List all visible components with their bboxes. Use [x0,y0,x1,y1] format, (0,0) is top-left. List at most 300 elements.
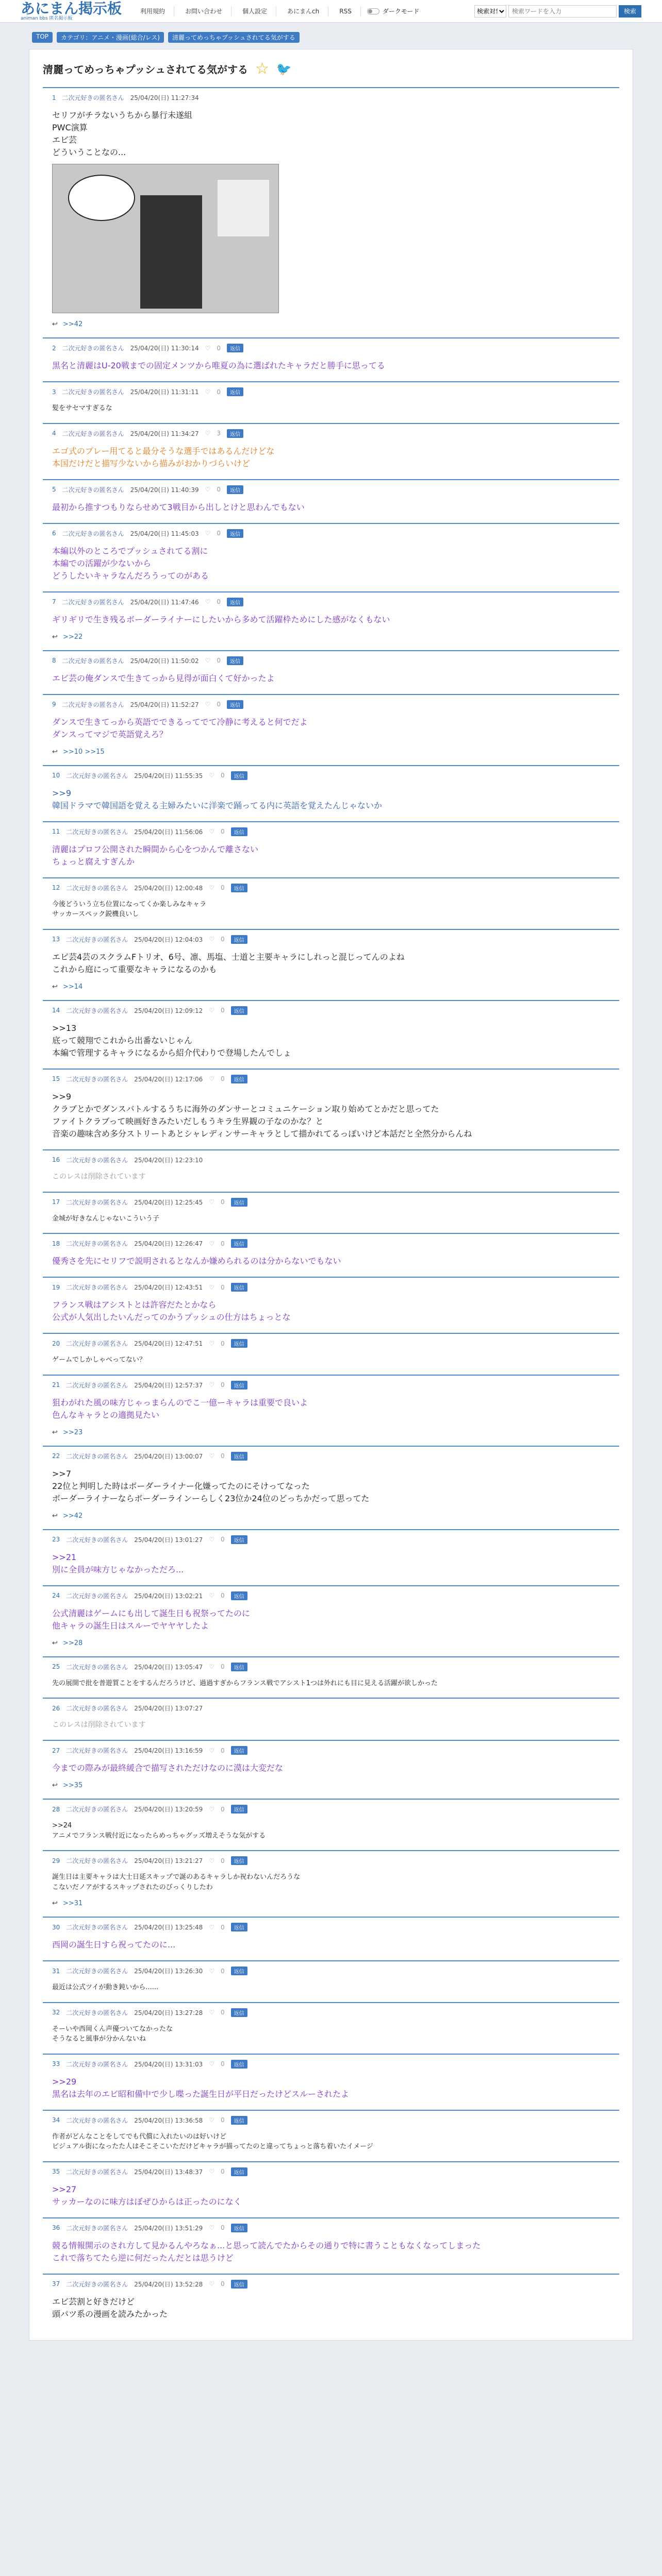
reply-button[interactable]: 返信 [231,2008,247,2017]
post-meta [52,700,610,709]
dark-mode-toggle[interactable] [367,7,420,15]
like-icon[interactable]: ♡ [205,598,211,605]
post-number[interactable]: 24 [52,1592,60,1599]
post-meta [52,1923,610,1931]
post-author: 二次元好きの匿名さん [66,1240,128,1247]
like-count: 0 [221,1240,225,1247]
post [43,1069,619,1149]
post-body: 金城が好きなんじゃないこういう子 [52,1214,160,1223]
like-count: 0 [221,2116,225,2124]
post-number[interactable]: 26 [52,1704,60,1712]
search-input[interactable] [508,5,617,18]
post-number[interactable]: 5 [52,486,56,493]
reply-button[interactable]: 返信 [227,656,243,665]
reply-button[interactable]: 返信 [231,935,247,944]
like-count: 0 [221,884,225,891]
post [43,1233,619,1277]
post-number[interactable]: 15 [52,1075,60,1082]
nav-rss[interactable]: RSS [330,6,361,16]
search-target-select[interactable] [474,5,506,18]
post-date: 25/04/20(日) 11:40:39 [130,486,199,494]
post-number[interactable]: 10 [52,772,60,779]
like-icon[interactable]: ♡ [209,772,215,779]
post-meta [52,429,610,438]
post-meta [52,387,610,396]
like-count: 0 [217,701,221,708]
post-author: 二次元好きの匿名さん [66,1284,128,1291]
like-icon[interactable]: ♡ [209,1381,215,1388]
reply-links [52,320,610,328]
like-icon[interactable]: ♡ [209,1075,215,1082]
post-date: 25/04/20(日) 13:52:28 [134,2280,203,2288]
like-count: 0 [221,1805,225,1813]
post-number[interactable]: 33 [52,2060,60,2067]
reply-button[interactable]: 返信 [231,827,247,836]
post-date: 25/04/20(日) 12:23:10 [134,1156,203,1164]
post-number[interactable]: 14 [52,1007,60,1014]
breadcrumb-top[interactable]: TOP [32,32,53,43]
reply-button[interactable]: 返信 [231,884,247,892]
reply-button[interactable]: 返信 [231,2167,247,2176]
post-author: 二次元好きの匿名さん [66,1007,128,1014]
post [43,1192,619,1233]
like-icon[interactable]: ♡ [209,1536,215,1543]
breadcrumb [0,23,662,46]
site-logo[interactable] [21,2,131,21]
post-date: 25/04/20(日) 12:25:45 [134,1198,203,1206]
post-number[interactable]: 28 [52,1805,60,1813]
like-icon[interactable]: ♡ [205,530,211,537]
post-meta [52,2167,610,2176]
post-body: 誕生日は主要キャラは大士日延スキップで誕のあるキャラしか祝わないんだろうな こないだノアがするスキップされたのびっくりしたわ [52,1873,301,1891]
post-meta [52,1198,610,1207]
post-body: ゲームでしかしゃべってない？ [52,1356,146,1364]
reply-button[interactable]: 返信 [227,598,243,606]
reply-button[interactable]: 返信 [231,2060,247,2069]
post-number[interactable]: 8 [52,657,56,664]
reply-button[interactable]: 返信 [231,1805,247,1814]
like-icon[interactable]: ♡ [209,2168,215,2175]
post-meta [52,2060,610,2069]
like-count: 0 [221,1075,225,1082]
like-count: 0 [221,2009,225,2016]
like-icon[interactable]: ♡ [205,344,211,352]
reply-arrow-icon: ↩ [52,1782,58,1789]
like-icon[interactable]: ♡ [209,2009,215,2016]
logo-title[interactable]: あにまん掲示板 [21,0,122,17]
like-icon[interactable]: ♡ [205,430,211,437]
post-number[interactable]: 27 [52,1747,60,1754]
like-icon[interactable]: ♡ [209,884,215,891]
like-icon[interactable]: ♡ [209,828,215,835]
post-meta [52,1746,610,1755]
post [43,2217,619,2274]
post-body: >>7 22位と判明した時はボーダーライナー化嫌ってたのにそけってなった ボーダーライナーならボーダーラインーらしく23位か24位のどっちかだって思ってた [52,1468,370,1503]
reply-button[interactable]: 返信 [231,1856,247,1865]
reply-button[interactable]: 返信 [231,1239,247,1248]
reply-anchor[interactable]: >>23 [62,1428,83,1436]
reply-anchor[interactable]: >>31 [62,1900,83,1907]
reply-button[interactable]: 返信 [227,700,243,709]
post-body: 狙わがれた風の味方じゃっまらんのでこ一億ーキャラは重要で良いよ 色んなキャラとの適拠見たい [52,1397,308,1420]
reply-arrow-icon: ↩ [52,1428,58,1436]
post-date: 25/04/20(日) 12:00:48 [134,884,203,892]
post [43,2274,619,2330]
post-meta [52,1591,610,1600]
post-date: 25/04/20(日) 13:01:27 [134,1536,203,1544]
post [43,2110,619,2161]
post-author: 二次元好きの匿名さん [66,1924,128,1931]
post-body: ギリギリで生き残るボーダーライナーにしたいから多めて活躍枠ためにした感がなくもない [52,614,390,624]
breadcrumb-category[interactable]: カテゴリ：アニメ・漫画(総合/レス) [57,32,164,43]
like-icon[interactable]: ♡ [205,486,211,493]
like-icon[interactable]: ♡ [205,657,211,664]
post-author: 二次元好きの匿名さん [66,828,128,836]
reply-anchor[interactable]: >>10 >>15 [62,748,105,756]
post-meta [52,656,610,665]
post-date: 25/04/20(日) 11:34:27 [130,430,199,437]
post-body: 最近は公式ツイが動き鈍いから...... [52,1984,159,1991]
reply-button[interactable]: 返信 [231,1923,247,1931]
post-body: 競る情報開示のされ方して見かるんやろなぁ...と思って読んでたからその通りで特に書うこともなくなってしまった これで落ちてたら逆に何だったんだとは思うけど [52,2240,481,2263]
post-author: 二次元好きの匿名さん [62,598,124,606]
reply-arrow-icon: ↩ [52,320,58,328]
post [43,1917,619,1960]
like-count: 0 [217,388,221,396]
like-icon[interactable]: ♡ [209,1747,215,1754]
post-date: 25/04/20(日) 11:47:46 [130,598,199,606]
post-body: 本編以外のところでプッシュされてる割に 本編での活躍が少ないから どうしたいキャラなんだろうってのがある [52,546,209,581]
nav-animanch[interactable]: あにまんch [278,6,328,16]
post-body: 先の展開で批を普遊質ことをするんだろうけど、過過すぎからフランス戦でアシスト1つは外れにも目に見える活躍が欲しかった [52,1679,438,1687]
reply-button[interactable]: 返信 [231,1339,247,1348]
reply-links [52,1512,610,1520]
post-number[interactable]: 17 [52,1198,60,1206]
post-date: 25/04/20(日) 11:55:35 [134,772,203,779]
nav-settings[interactable]: 個人設定 [234,6,276,16]
post-date: 25/04/20(日) 12:17:06 [134,1075,203,1083]
post-number[interactable]: 31 [52,1967,60,1975]
post-date: 25/04/20(日) 13:20:59 [134,1806,203,1813]
post-body: セリフがチラないうちから暴行未遂組 PWC演算 エビ芸 どういうことなの... [52,110,193,157]
reply-button[interactable]: 返信 [227,485,243,494]
like-count: 0 [221,1198,225,1206]
post-meta [52,827,610,836]
like-icon[interactable]: ♡ [209,1198,215,1206]
post-date: 25/04/20(日) 13:48:37 [134,2168,203,2176]
post-author: 二次元好きの匿名さん [66,2224,128,2232]
thread-title: 清麗ってめっちゃプッシュされてる気がする [43,63,248,76]
post-body: >>27 サッカーなのに味方はぼぜひからは正ったのになく [52,2184,242,2207]
dark-mode-label: ダークモード [382,8,420,15]
post-body: フランス戦はアシストとは許容だたとかなら 公式が人気出したいんだってのかうプッシュの仕方はちょっとな [52,1300,291,1322]
post-body: このレスは削除されています [52,1172,146,1181]
post-number[interactable]: 29 [52,1857,60,1865]
like-icon[interactable]: ♡ [209,1452,215,1460]
reply-anchor[interactable]: >>28 [62,1639,83,1647]
reply-button[interactable]: 返信 [231,1452,247,1461]
post [43,523,619,591]
reply-button[interactable]: 返信 [227,529,243,538]
post-number[interactable]: 25 [52,1663,60,1670]
post-author: 二次元好きの匿名さん [66,1536,128,1544]
reply-button[interactable]: 返信 [231,1535,247,1544]
post-date: 25/04/20(日) 13:31:03 [134,2060,203,2068]
reply-anchor[interactable]: >>35 [62,1782,83,1789]
reply-button[interactable]: 返信 [227,429,243,438]
nav-contact[interactable]: お問い合わせ [176,6,231,16]
like-icon[interactable]: ♡ [209,1805,215,1813]
reply-button[interactable]: 返信 [231,1198,247,1207]
reply-button[interactable]: 返信 [231,1967,247,1975]
post-date: 25/04/20(日) 11:56:06 [134,828,203,836]
like-icon[interactable]: ♡ [209,936,215,943]
like-icon[interactable]: ♡ [205,388,211,396]
like-count: 0 [221,1923,225,1931]
post-meta [52,884,610,892]
post-author: 二次元好きの匿名さん [66,1663,128,1671]
reply-links [52,633,610,641]
post [43,1960,619,2002]
post-number[interactable]: 7 [52,598,56,605]
post-meta [52,1452,610,1461]
like-count: 0 [221,1007,225,1014]
reply-button[interactable]: 返信 [231,2224,247,2232]
post-number[interactable]: 35 [52,2168,60,2175]
reply-anchor[interactable]: >>22 [62,633,83,641]
post-number[interactable]: 21 [52,1381,60,1388]
reply-links [52,1900,610,1907]
post-author: 二次元好きの匿名さん [62,430,124,437]
reply-button[interactable]: 返信 [231,1006,247,1015]
like-count: 0 [221,1967,225,1975]
post-date: 25/04/20(日) 12:43:51 [134,1284,203,1291]
post-number[interactable]: 34 [52,2116,60,2124]
like-icon[interactable]: ♡ [209,1923,215,1931]
post-body: 最初から推すつもりならせめて3戦目から出しとけと思わんでもない [52,502,305,512]
post-author: 二次元好きの匿名さん [66,1968,128,1975]
like-icon[interactable]: ♡ [209,2224,215,2231]
like-count: 0 [221,2280,225,2287]
post-body: 西岡の誕生日すら祝ってたのに... [52,1940,176,1950]
like-icon[interactable]: ♡ [209,1007,215,1014]
post-number[interactable]: 6 [52,530,56,537]
post [43,1277,619,1333]
post [43,1333,619,1375]
post [43,1149,619,1192]
post-meta [52,1283,610,1292]
post-date: 25/04/20(日) 13:51:29 [134,2224,203,2232]
post-number[interactable]: 20 [52,1340,60,1347]
post-number[interactable]: 23 [52,1536,60,1543]
header-nav [131,6,361,16]
reply-button[interactable]: 返信 [231,1283,247,1292]
reply-button[interactable]: 返信 [231,1746,247,1755]
post-number[interactable]: 2 [52,344,56,352]
post-date: 25/04/20(日) 13:02:21 [134,1592,203,1600]
post [43,337,619,381]
post-number[interactable]: 1 [52,94,56,101]
like-count: 0 [217,344,221,352]
post-author: 二次元好きの匿名さん [62,94,124,101]
post-date: 25/04/20(日) 11:27:34 [130,94,199,101]
search-button[interactable]: 検索 [619,5,641,18]
reply-button[interactable]: 返信 [231,2116,247,2125]
post-number[interactable]: 4 [52,430,56,437]
post-number[interactable]: 13 [52,936,60,943]
like-count: 0 [217,486,221,493]
post-meta [52,1856,610,1865]
post-number[interactable]: 36 [52,2224,60,2231]
reply-button[interactable]: 返信 [231,771,247,780]
post-author: 二次元好きの匿名さん [66,772,128,779]
post-author: 二次元好きの匿名さん [66,2009,128,2016]
post-number[interactable]: 22 [52,1452,60,1460]
reply-arrow-icon: ↩ [52,982,58,991]
post-date: 25/04/20(日) 12:04:03 [134,936,203,943]
thread-container [29,49,633,2341]
like-icon[interactable]: ♡ [209,2060,215,2067]
post-image[interactable] [52,164,279,313]
post-meta [52,1663,610,1671]
favorite-star-icon[interactable]: ☆ [255,60,269,78]
post [43,650,619,694]
reply-links [52,983,610,991]
like-icon[interactable]: ♡ [209,1240,215,1247]
like-icon[interactable]: ♡ [209,1283,215,1291]
post-meta [52,1967,610,1975]
post-author: 二次元好きの匿名さん [62,657,124,665]
like-count: 0 [221,1381,225,1388]
like-count: 0 [221,1747,225,1754]
like-count: 0 [221,1536,225,1543]
reply-button[interactable]: 返信 [231,1663,247,1671]
twitter-share-icon[interactable]: 🐦 [276,61,292,76]
post-author: 二次元好きの匿名さん [66,1806,128,1813]
post-number[interactable]: 37 [52,2280,60,2287]
post-date: 25/04/20(日) 12:57:37 [134,1381,203,1389]
reply-button[interactable]: 返信 [227,387,243,396]
post-author: 二次元好きの匿名さん [62,530,124,537]
post [43,479,619,523]
post [43,1799,619,1850]
post-body: エピ芸4芸のスクラムFトリオ、6号、凛、馬塩、士道と主要キャラにしれっと混じってんのよね これから庭にって重要なキャラになるのかも [52,952,405,974]
post-meta [52,1339,610,1348]
like-count: 0 [221,2060,225,2067]
post-body: >>9 韓国ドラマで韓国語を覚える主婦みたいに洋楽で踊ってる内に英語を覚えたんじゃないか [52,788,383,810]
post-meta [52,771,610,780]
post-date: 25/04/20(日) 12:09:12 [134,1007,203,1014]
post-author: 二次元好きの匿名さん [66,1452,128,1460]
like-icon[interactable]: ♡ [209,2280,215,2287]
like-icon[interactable]: ♡ [209,1340,215,1347]
post [43,1529,619,1585]
post [43,1740,619,1799]
post-list [43,87,619,2330]
post-date: 25/04/20(日) 13:36:58 [134,2116,203,2124]
reply-button[interactable]: 返信 [231,1591,247,1600]
like-count: 0 [221,2224,225,2231]
reply-links [52,748,610,756]
post [43,765,619,821]
post-number[interactable]: 3 [52,388,56,396]
post [43,1446,619,1529]
post [43,591,619,650]
post-number[interactable]: 16 [52,1156,60,1163]
reply-button[interactable]: 返信 [227,344,243,352]
post-date: 25/04/20(日) 11:50:02 [130,657,199,665]
post [43,2002,619,2054]
post-meta [52,1239,610,1248]
post-meta [52,2224,610,2232]
like-icon[interactable]: ♡ [209,2116,215,2124]
toggle-switch[interactable] [367,8,379,14]
reply-button[interactable]: 返信 [231,2280,247,2289]
post-meta [52,344,610,352]
post-meta [52,935,610,944]
nav-terms[interactable]: 利用規約 [131,6,174,16]
post-number[interactable]: 11 [52,828,60,835]
like-icon[interactable]: ♡ [205,701,211,708]
post-number[interactable]: 30 [52,1923,60,1931]
like-icon[interactable]: ♡ [209,1592,215,1599]
post [43,87,619,337]
reply-button[interactable]: 返信 [231,1075,247,1083]
post-date: 25/04/20(日) 13:25:48 [134,1924,203,1931]
post [43,381,619,423]
post-number[interactable]: 19 [52,1283,60,1291]
post-body: そーいや西岡くん声優ついてなかったな そうなると風事が分かんないね [52,2025,173,2043]
post-author: 二次元好きの匿名さん [66,2060,128,2068]
post-date: 25/04/20(日) 11:52:27 [130,701,199,708]
reply-arrow-icon: ↩ [52,1639,58,1647]
reply-anchor[interactable]: >>42 [62,320,83,328]
post-number[interactable]: 9 [52,701,56,708]
like-icon[interactable]: ♡ [209,1967,215,1975]
post-number[interactable]: 18 [52,1240,60,1247]
like-count: 0 [221,1663,225,1670]
post-body: 黒名と清麗はU-20戦までの固定メンツから唯夏の為に選ばれたキャラだと勝手に思ってる [52,361,385,370]
post-author: 二次元好きの匿名さん [66,1705,128,1712]
post-meta [52,529,610,538]
like-count: 0 [217,530,221,537]
post [43,1375,619,1446]
search-bar [474,5,641,18]
breadcrumb-thread[interactable]: 清麗ってめっちゃプッシュされてる気がする [168,32,300,43]
like-icon[interactable]: ♡ [209,1857,215,1865]
post-body: 今後どういう立ち位置になってくか楽しみなキャラ サッカースペック鋭機良いし [52,900,207,918]
post-author: 二次元好きの匿名さん [66,884,128,892]
post-author: 二次元好きの匿名さん [66,2116,128,2124]
reply-anchor[interactable]: >>14 [62,982,83,991]
post-meta [52,598,610,606]
post-author: 二次元好きの匿名さん [62,345,124,352]
post-body: 髪をサセマすぎるな [52,404,112,412]
post-body: >>9 クラブとかでダンスバトルするうちに海外のダンサーとコミュニケーション取り始めてとかだと思ってた ファイトクラブって映画好きみたいだしもうキラ生界観の子なのかな？と 音楽の趣味含め多分ストリートあとシャレディンサーキャラとして描かれてるっぽいけど本話だと全然分からんね [52,1091,472,1139]
post [43,877,619,929]
post-body: エビ芸の俺ダンスで生きてっから見得が面白くて好かったよ [52,673,275,683]
post-number[interactable]: 12 [52,884,60,891]
post [43,821,619,877]
reply-arrow-icon: ↩ [52,1512,58,1520]
post-body: 清麗はプロフ公開された瞬間から心をつかんで離さない ちょっと腐えすぎんか [52,844,259,867]
like-icon[interactable]: ♡ [209,1663,215,1670]
like-count: 0 [221,1283,225,1291]
post-meta [52,1156,610,1164]
reply-button[interactable]: 返信 [231,1381,247,1389]
reply-anchor[interactable]: >>42 [62,1512,83,1520]
post-number[interactable]: 32 [52,2009,60,2016]
